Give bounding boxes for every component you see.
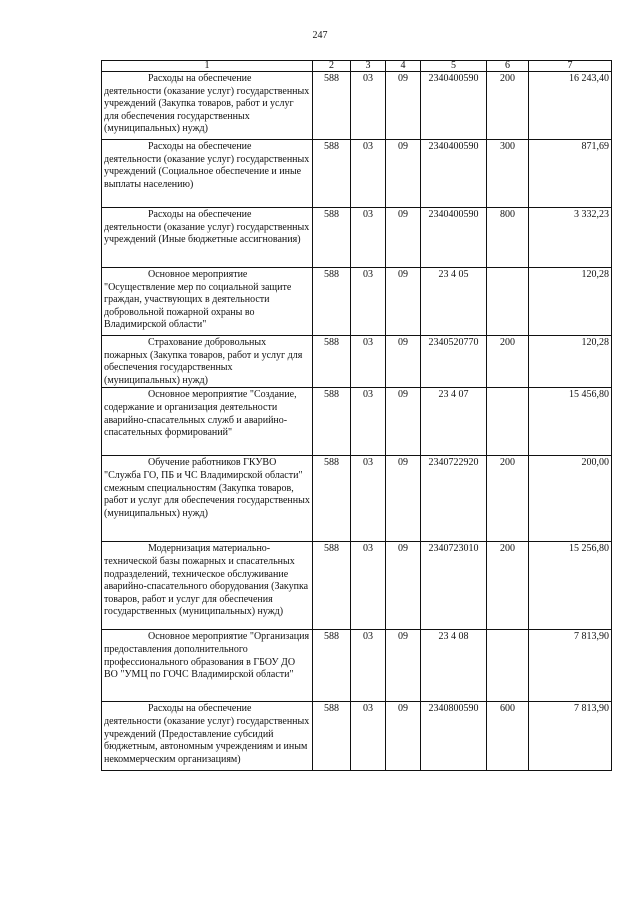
row-name-cell: Основное мероприятие "Осуществление мер по социальной защите граждан, участвующих в деятельности добровольной пожарной охраны во Владимирской области" bbox=[102, 268, 313, 336]
row-target-article-cell: 2340400590 bbox=[421, 208, 487, 268]
row-amount-cell: 15 456,80 bbox=[529, 388, 612, 456]
page-number: 247 bbox=[312, 30, 328, 41]
row-grbs-cell: 588 bbox=[313, 456, 351, 542]
row-expense-type-cell: 600 bbox=[487, 702, 529, 771]
row-section-cell: 03 bbox=[351, 456, 386, 542]
row-name-cell: Страхование добровольных пожарных (Закупка товаров, работ и услуг для обеспечения государственных (муниципальных) нужд) bbox=[102, 336, 313, 388]
column-header: 6 bbox=[487, 61, 529, 72]
row-name-cell: Основное мероприятие "Создание, содержание и организация деятельности аварийно-спасательных служб и аварийно-спасательных формирований" bbox=[102, 388, 313, 456]
column-header: 4 bbox=[386, 61, 421, 72]
table-row bbox=[102, 702, 612, 771]
row-section-cell: 03 bbox=[351, 388, 386, 456]
row-target-article-cell: 2340722920 bbox=[421, 456, 487, 542]
row-grbs-cell: 588 bbox=[313, 336, 351, 388]
row-name-cell: Расходы на обеспечение деятельности (оказание услуг) государственных учреждений (Социальное обеспечение и иные выплаты населению) bbox=[102, 140, 313, 208]
row-expense-type-cell: 200 bbox=[487, 336, 529, 388]
row-subsection-cell: 09 bbox=[386, 140, 421, 208]
row-expense-type-cell bbox=[487, 268, 529, 336]
row-grbs-cell: 588 bbox=[313, 268, 351, 336]
table-row bbox=[102, 268, 612, 336]
row-name-cell: Расходы на обеспечение деятельности (оказание услуг) государственных учреждений (Предоставление субсидий бюджетным, автономным учреждениям и иным некоммерческим организациям) bbox=[102, 702, 313, 771]
row-target-article-cell: 2340520770 bbox=[421, 336, 487, 388]
row-subsection-cell: 09 bbox=[386, 336, 421, 388]
row-target-article-cell: 2340400590 bbox=[421, 140, 487, 208]
row-subsection-cell: 09 bbox=[386, 702, 421, 771]
row-section-cell: 03 bbox=[351, 542, 386, 630]
row-section-cell: 03 bbox=[351, 702, 386, 771]
column-header: 5 bbox=[421, 61, 487, 72]
budget-table bbox=[101, 60, 612, 771]
row-section-cell: 03 bbox=[351, 208, 386, 268]
row-subsection-cell: 09 bbox=[386, 456, 421, 542]
row-subsection-cell: 09 bbox=[386, 268, 421, 336]
table-row bbox=[102, 336, 612, 388]
row-subsection-cell: 09 bbox=[386, 388, 421, 456]
row-grbs-cell: 588 bbox=[313, 140, 351, 208]
table-row bbox=[102, 72, 612, 140]
row-subsection-cell: 09 bbox=[386, 630, 421, 702]
row-grbs-cell: 588 bbox=[313, 388, 351, 456]
row-section-cell: 03 bbox=[351, 140, 386, 208]
row-amount-cell: 120,28 bbox=[529, 268, 612, 336]
table-row bbox=[102, 456, 612, 542]
row-expense-type-cell: 300 bbox=[487, 140, 529, 208]
row-subsection-cell: 09 bbox=[386, 542, 421, 630]
row-amount-cell: 871,69 bbox=[529, 140, 612, 208]
row-name-cell: Расходы на обеспечение деятельности (оказание услуг) государственных учреждений (Иные бюджетные ассигнования) bbox=[102, 208, 313, 268]
row-name-cell: Обучение работников ГКУВО "Служба ГО, ПБ и ЧС Владимирской области" смежным специальностям (Закупка товаров, работ и услуг для обеспечения государственных (муниципальных) нужд) bbox=[102, 456, 313, 542]
row-name-cell: Основное мероприятие "Организация предоставления дополнительного профессионального образования в ГБОУ ДО ВО "УМЦ по ГОЧС Владимирской области" bbox=[102, 630, 313, 702]
row-expense-type-cell: 200 bbox=[487, 542, 529, 630]
row-section-cell: 03 bbox=[351, 630, 386, 702]
row-section-cell: 03 bbox=[351, 268, 386, 336]
row-name-cell: Расходы на обеспечение деятельности (оказание услуг) государственных учреждений (Закупка товаров, работ и услуг для обеспечения государственных (муниципальных) нужд) bbox=[102, 72, 313, 140]
row-expense-type-cell: 200 bbox=[487, 72, 529, 140]
row-amount-cell: 15 256,80 bbox=[529, 542, 612, 630]
row-grbs-cell: 588 bbox=[313, 72, 351, 140]
row-amount-cell: 16 243,40 bbox=[529, 72, 612, 140]
column-header: 7 bbox=[529, 61, 612, 72]
row-grbs-cell: 588 bbox=[313, 630, 351, 702]
row-amount-cell: 200,00 bbox=[529, 456, 612, 542]
row-amount-cell: 7 813,90 bbox=[529, 702, 612, 771]
table-row bbox=[102, 208, 612, 268]
column-header: 1 bbox=[102, 61, 313, 72]
row-target-article-cell: 23 4 08 bbox=[421, 630, 487, 702]
row-amount-cell: 7 813,90 bbox=[529, 630, 612, 702]
column-header: 3 bbox=[351, 61, 386, 72]
row-target-article-cell: 23 4 05 bbox=[421, 268, 487, 336]
row-subsection-cell: 09 bbox=[386, 72, 421, 140]
table-row bbox=[102, 140, 612, 208]
row-target-article-cell: 2340800590 bbox=[421, 702, 487, 771]
table-body bbox=[102, 61, 612, 771]
table-header-row bbox=[102, 61, 612, 72]
row-name-cell: Модернизация материально-технической базы пожарных и спасательных подразделений, техническое обслуживание аварийно-спасательного оборудования (Закупка товаров, работ и услуг для обеспечения государственных (муниципальных) нужд) bbox=[102, 542, 313, 630]
row-section-cell: 03 bbox=[351, 336, 386, 388]
row-section-cell: 03 bbox=[351, 72, 386, 140]
row-grbs-cell: 588 bbox=[313, 702, 351, 771]
table-row bbox=[102, 542, 612, 630]
row-expense-type-cell: 800 bbox=[487, 208, 529, 268]
row-grbs-cell: 588 bbox=[313, 542, 351, 630]
row-target-article-cell: 2340723010 bbox=[421, 542, 487, 630]
column-header: 2 bbox=[313, 61, 351, 72]
row-expense-type-cell: 200 bbox=[487, 456, 529, 542]
row-target-article-cell: 2340400590 bbox=[421, 72, 487, 140]
table-row bbox=[102, 388, 612, 456]
row-amount-cell: 120,28 bbox=[529, 336, 612, 388]
row-amount-cell: 3 332,23 bbox=[529, 208, 612, 268]
table-row bbox=[102, 630, 612, 702]
row-expense-type-cell bbox=[487, 388, 529, 456]
row-grbs-cell: 588 bbox=[313, 208, 351, 268]
row-expense-type-cell bbox=[487, 630, 529, 702]
row-target-article-cell: 23 4 07 bbox=[421, 388, 487, 456]
row-subsection-cell: 09 bbox=[386, 208, 421, 268]
